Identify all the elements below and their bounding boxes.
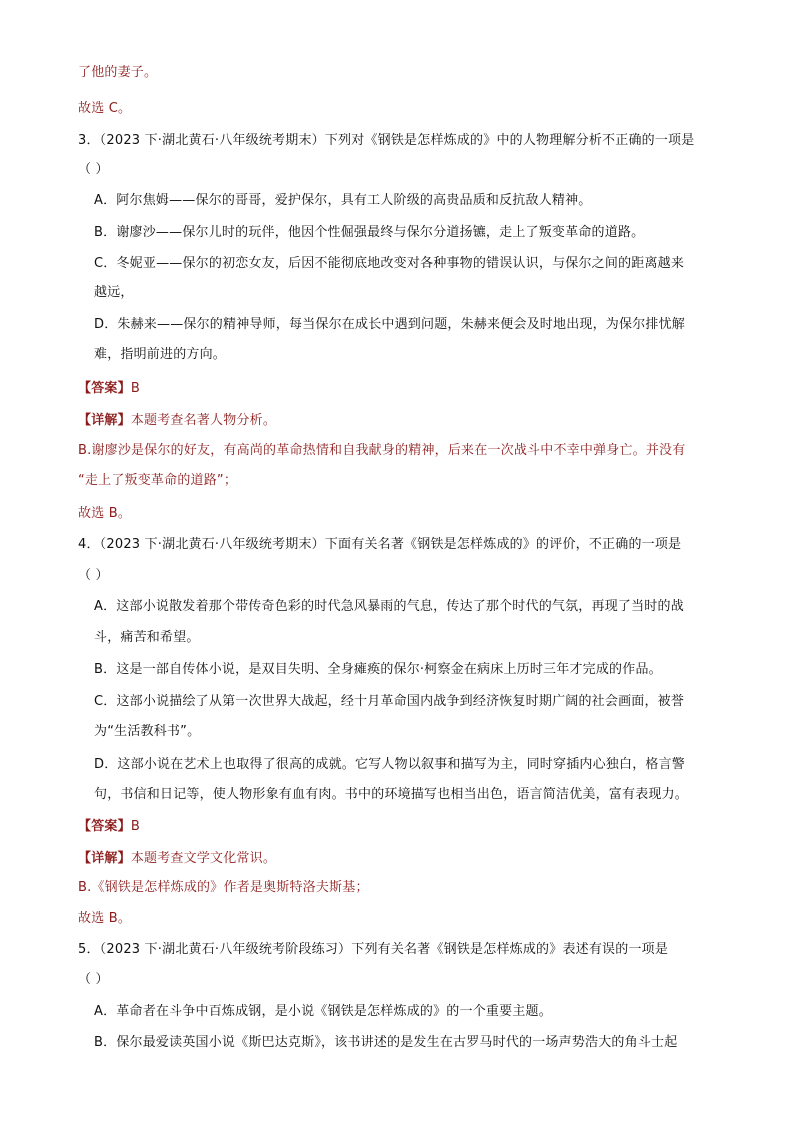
q3-explanation-line1: B.谢廖沙是保尔的好友，有高尚的革命热情和自我献身的精神，后来在一次战斗中不幸中弹身亡。并没有 (78, 443, 686, 458)
q4-stem: 4．（2023 下·湖北黄石·八年级统考期末）下面有关名著《钢铁是怎样炼成的》的评价，不正确的一项是 (78, 537, 682, 552)
answer-value: B (130, 381, 140, 396)
q3-answer (78, 379, 140, 399)
q4-paren: （ ） (78, 568, 109, 583)
q4-option-c-line2: 为“生活教科书”。 (94, 724, 201, 739)
answer-tag: 【答案】 (78, 381, 131, 396)
q3-option-c-line2: 越远， (94, 285, 134, 300)
q3-option-d-line1: D．朱赫来——保尔的精神导师，每当保尔在成长中遇到问题，朱赫来便会及时地出现，为保尔排忧解 (94, 317, 686, 332)
q3-detail (78, 411, 276, 431)
detail-tag: 【详解】 (78, 413, 131, 428)
q3-paren: （ ） (78, 162, 109, 177)
detail-text: 本题考查名著人物分析。 (130, 413, 277, 428)
q4-option-a-line2: 斗，痛苦和希望。 (94, 630, 200, 645)
q3-stem: 3．（2023 下·湖北黄石·八年级统考期末）下列对《钢铁是怎样炼成的》中的人物理解分析不正确的一项是 (78, 133, 695, 148)
prev-explanation-tail: 了他的妻子。 (78, 65, 158, 80)
q5-option-a: A．革命者在斗争中百炼成钢，是小说《钢铁是怎样炼成的》的一个重要主题。 (94, 1004, 552, 1019)
q3-explanation-line2: “走上了叛变革命的道路”； (78, 473, 238, 488)
q4-choice: 故选 B。 (78, 911, 132, 926)
q5-option-b: B．保尔最爱读英国小说《斯巴达克斯》，该书讲述的是发生在古罗马时代的一场声势浩大的角斗士起 (94, 1035, 678, 1050)
q4-option-d-line1: D．这部小说在艺术上也取得了很高的成就。它写人物以叙事和描写为主，同时穿插内心独白，格言警 (94, 757, 686, 772)
q4-answer (78, 817, 140, 837)
q4-option-c-line1: C．这部小说描绘了从第一次世界大战起，经十月革命国内战争到经济恢复时期广阔的社会画面，被誉 (94, 694, 685, 709)
answer-value: B (130, 819, 140, 834)
q3-option-b: B．谢廖沙——保尔儿时的玩伴，他因个性倔强最终与保尔分道扬镳，走上了叛变革命的道路。 (94, 225, 645, 240)
detail-text: 本题考查文学文化常识。 (130, 851, 277, 866)
q5-paren: （ ） (78, 972, 109, 987)
prev-choice: 故选 C。 (78, 101, 132, 116)
q4-detail (78, 849, 276, 869)
q3-choice: 故选 B。 (78, 506, 132, 521)
q3-option-a: A．阿尔焦姆——保尔的哥哥，爱护保尔，具有工人阶级的高贵品质和反抗敌人精神。 (94, 193, 592, 208)
q4-option-d-line2: 句，书信和日记等，使人物形象有血有肉。书中的环境描写也相当出色，语言简洁优美，富有表现力。 (94, 787, 689, 802)
q3-option-d-line2: 难，指明前进的方向。 (94, 347, 227, 362)
q3-option-c-line1: C．冬妮亚——保尔的初恋女友，后因不能彻底地改变对各种事物的错误认识，与保尔之间的距离越来 (94, 256, 685, 271)
q5-stem: 5．（2023 下·湖北黄石·八年级统考阶段练习）下列有关名著《钢铁是怎样炼成的》表述有误的一项是 (78, 942, 669, 957)
q4-explanation-line1: B.《钢铁是怎样炼成的》作者是奥斯特洛夫斯基； (78, 880, 369, 895)
answer-tag: 【答案】 (78, 819, 131, 834)
detail-tag: 【详解】 (78, 851, 131, 866)
q4-option-a-line1: A．这部小说散发着那个带传奇色彩的时代急风暴雨的气息，传达了那个时代的气氛，再现了当时的战 (94, 599, 684, 614)
q4-option-b: B．这是一部自传体小说，是双目失明、全身瘫痪的保尔·柯察金在病床上历时三年才完成的作品。 (94, 662, 662, 677)
